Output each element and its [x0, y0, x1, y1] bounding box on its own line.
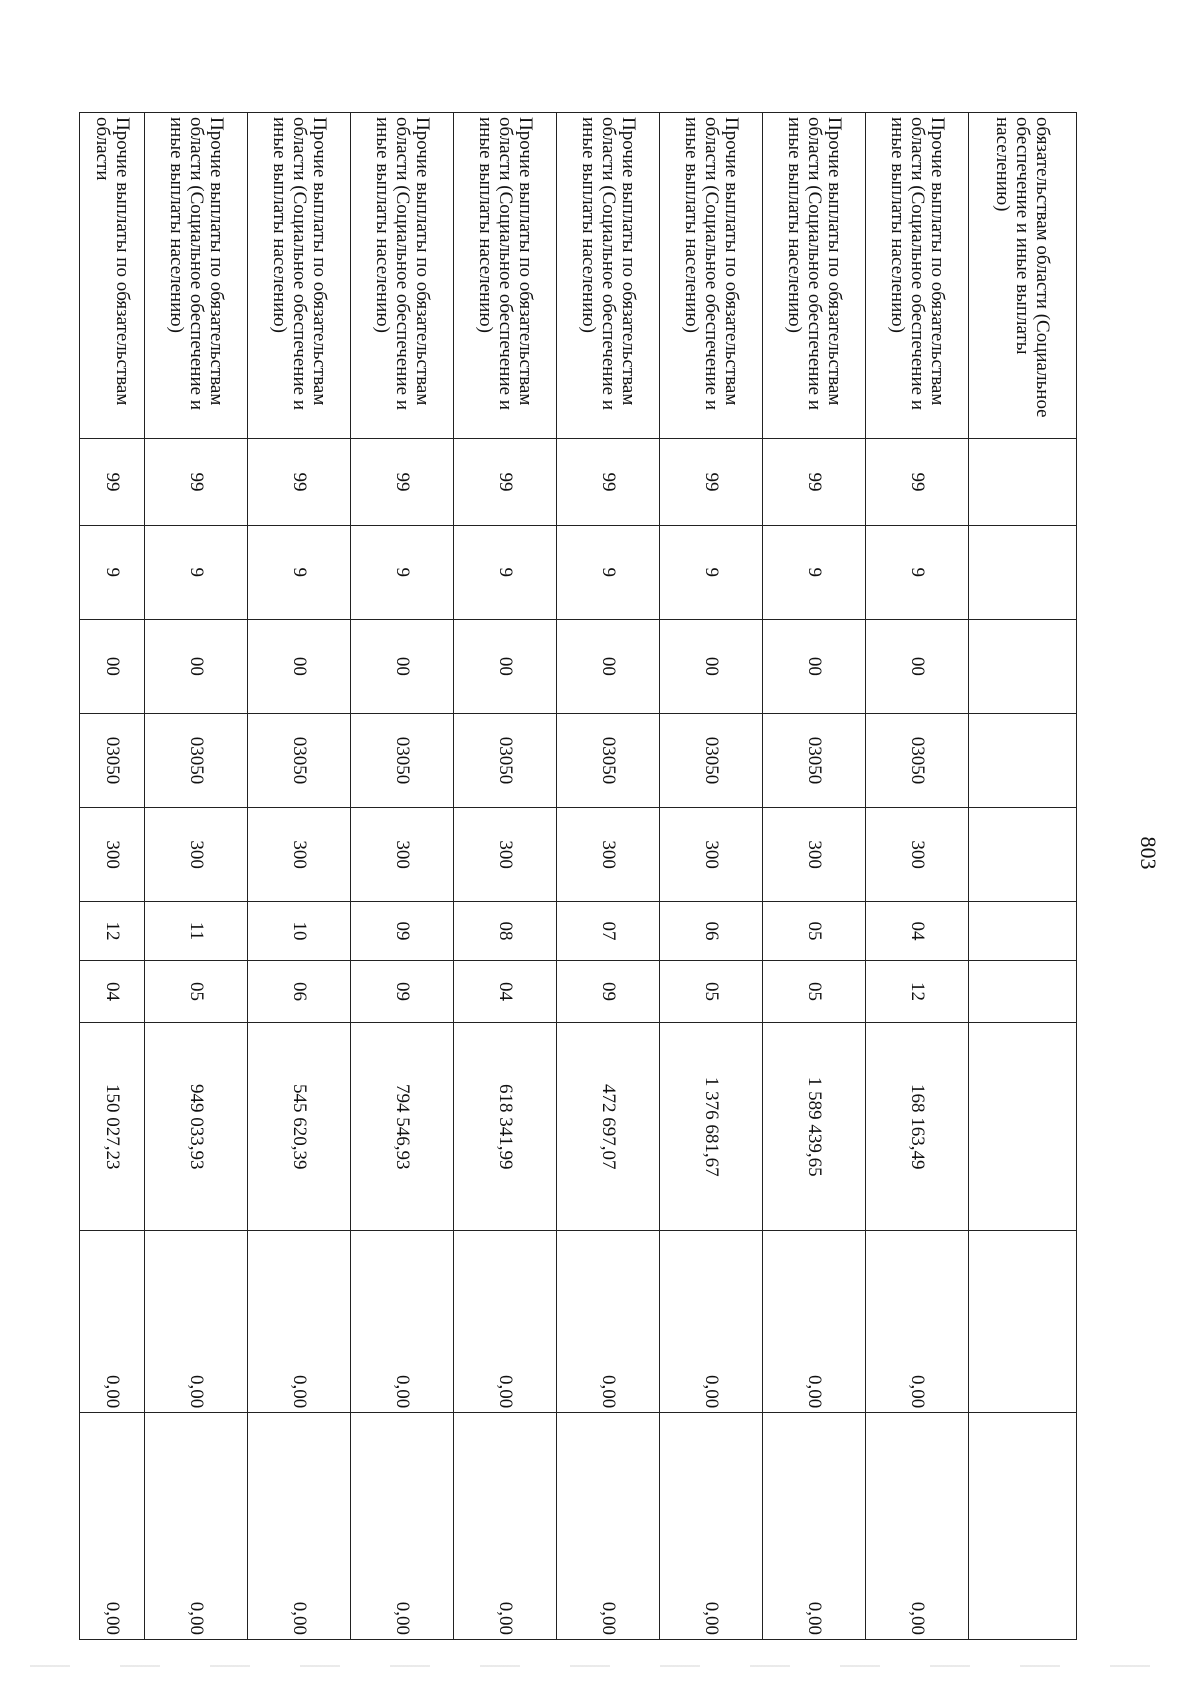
cell-section: 09	[351, 902, 454, 961]
cell-expense-type: 300	[866, 808, 969, 902]
cell-zero-2: 0,00	[763, 1413, 866, 1640]
cell-subsection: 05	[763, 960, 866, 1022]
cell-zero-1: 0,00	[660, 1231, 763, 1413]
cell-target	[969, 713, 1077, 807]
cell-target: 03050	[351, 713, 454, 807]
cell-amount: 168 163,49	[866, 1022, 969, 1231]
cell-subprogram: 9	[80, 525, 145, 619]
cell-group: 00	[557, 619, 660, 713]
cell-program: 99	[80, 439, 145, 526]
table-row	[454, 113, 557, 1640]
cell-zero-1: 0,00	[763, 1231, 866, 1413]
cell-program: 99	[660, 439, 763, 526]
cell-program: 99	[454, 439, 557, 526]
cell-program: 99	[557, 439, 660, 526]
cell-subsection: 09	[351, 960, 454, 1022]
table-row	[557, 113, 660, 1640]
cell-subprogram: 9	[248, 525, 351, 619]
cell-amount: 618 341,99	[454, 1022, 557, 1231]
cell-subprogram: 9	[145, 525, 248, 619]
row-name: Прочие выплаты по обязательствам области (Социальное обеспечение и иные выплаты населению)	[454, 113, 557, 439]
cell-amount: 545 620,39	[248, 1022, 351, 1231]
cell-subsection	[969, 960, 1077, 1022]
cell-subsection: 06	[248, 960, 351, 1022]
cell-zero-2: 0,00	[866, 1413, 969, 1640]
cell-amount: 150 027,23	[80, 1022, 145, 1231]
cell-zero-1: 0,00	[248, 1231, 351, 1413]
cell-section: 04	[866, 902, 969, 961]
cell-subprogram: 9	[557, 525, 660, 619]
cell-zero-1	[969, 1231, 1077, 1413]
table-row	[351, 113, 454, 1640]
cell-subprogram: 9	[866, 525, 969, 619]
cell-expense-type	[969, 808, 1077, 902]
cell-expense-type: 300	[557, 808, 660, 902]
scan-artifact-line	[30, 1665, 1170, 1667]
cell-group: 00	[660, 619, 763, 713]
row-name: Прочие выплаты по обязательствам области (Социальное обеспечение и иные выплаты населению)	[763, 113, 866, 439]
cell-section: 06	[660, 902, 763, 961]
cell-group: 00	[454, 619, 557, 713]
row-name: обязательствам области (Социальное обеспечение и иные выплаты населению)	[969, 113, 1077, 439]
cell-zero-2: 0,00	[248, 1413, 351, 1640]
table-row	[80, 113, 145, 1640]
cell-subsection: 05	[660, 960, 763, 1022]
page-number: 803	[1136, 836, 1161, 870]
table-row	[660, 113, 763, 1640]
cell-program: 99	[866, 439, 969, 526]
cell-expense-type: 300	[660, 808, 763, 902]
cell-section	[969, 902, 1077, 961]
cell-group: 00	[351, 619, 454, 713]
cell-amount: 794 546,93	[351, 1022, 454, 1231]
cell-target: 03050	[454, 713, 557, 807]
table-row	[145, 113, 248, 1640]
cell-target: 03050	[80, 713, 145, 807]
cell-group: 00	[763, 619, 866, 713]
cell-section: 10	[248, 902, 351, 961]
cell-zero-1: 0,00	[866, 1231, 969, 1413]
cell-section: 07	[557, 902, 660, 961]
cell-section: 05	[763, 902, 866, 961]
cell-program: 99	[248, 439, 351, 526]
row-name: Прочие выплаты по обязательствам области (Социальное обеспечение и иные выплаты населению)	[145, 113, 248, 439]
cell-program: 99	[145, 439, 248, 526]
cell-subsection: 12	[866, 960, 969, 1022]
cell-section: 08	[454, 902, 557, 961]
row-name: Прочие выплаты по обязательствам области (Социальное обеспечение и иные выплаты населению)	[351, 113, 454, 439]
budget-table	[79, 112, 1077, 1640]
cell-amount: 472 697,07	[557, 1022, 660, 1231]
cell-target: 03050	[660, 713, 763, 807]
cell-target: 03050	[145, 713, 248, 807]
cell-section: 11	[145, 902, 248, 961]
cell-target: 03050	[557, 713, 660, 807]
cell-subprogram: 9	[763, 525, 866, 619]
row-name: Прочие выплаты по обязательствам области (Социальное обеспечение и иные выплаты населению)	[248, 113, 351, 439]
cell-group: 00	[248, 619, 351, 713]
cell-zero-2: 0,00	[351, 1413, 454, 1640]
cell-program: 99	[763, 439, 866, 526]
cell-group: 00	[866, 619, 969, 713]
cell-subsection: 04	[80, 960, 145, 1022]
cell-subprogram: 9	[351, 525, 454, 619]
cell-target: 03050	[866, 713, 969, 807]
cell-expense-type: 300	[145, 808, 248, 902]
row-name: Прочие выплаты по обязательствам области	[80, 113, 145, 439]
cell-zero-1: 0,00	[80, 1231, 145, 1413]
cell-zero-1: 0,00	[145, 1231, 248, 1413]
cell-zero-2: 0,00	[660, 1413, 763, 1640]
cell-expense-type: 300	[763, 808, 866, 902]
cell-amount: 1 589 439,65	[763, 1022, 866, 1231]
cell-zero-2	[969, 1413, 1077, 1640]
row-name: Прочие выплаты по обязательствам области (Социальное обеспечение и иные выплаты населению)	[660, 113, 763, 439]
cell-group	[969, 619, 1077, 713]
table-row	[763, 113, 866, 1640]
cell-zero-1: 0,00	[557, 1231, 660, 1413]
cell-expense-type: 300	[80, 808, 145, 902]
cell-program: 99	[351, 439, 454, 526]
cell-group: 00	[145, 619, 248, 713]
cell-subsection: 04	[454, 960, 557, 1022]
cell-subprogram	[969, 525, 1077, 619]
cell-subsection: 05	[145, 960, 248, 1022]
cell-expense-type: 300	[351, 808, 454, 902]
cell-target: 03050	[248, 713, 351, 807]
cell-zero-2: 0,00	[80, 1413, 145, 1640]
cell-zero-2: 0,00	[454, 1413, 557, 1640]
cell-subsection: 09	[557, 960, 660, 1022]
table-row	[866, 113, 969, 1640]
cell-expense-type: 300	[248, 808, 351, 902]
cell-amount: 1 376 681,67	[660, 1022, 763, 1231]
cell-zero-2: 0,00	[145, 1413, 248, 1640]
cell-zero-2: 0,00	[557, 1413, 660, 1640]
cell-group: 00	[80, 619, 145, 713]
cell-expense-type: 300	[454, 808, 557, 902]
cell-zero-1: 0,00	[454, 1231, 557, 1413]
table-row	[969, 113, 1077, 1640]
cell-subprogram: 9	[454, 525, 557, 619]
rotated-table-wrapper	[92, 112, 1077, 1640]
row-name: Прочие выплаты по обязательствам области (Социальное обеспечение и иные выплаты населению)	[866, 113, 969, 439]
cell-program	[969, 439, 1077, 526]
cell-subprogram: 9	[660, 525, 763, 619]
cell-amount: 949 033,93	[145, 1022, 248, 1231]
cell-zero-1: 0,00	[351, 1231, 454, 1413]
row-name: Прочие выплаты по обязательствам области (Социальное обеспечение и иные выплаты населению)	[557, 113, 660, 439]
cell-section: 12	[80, 902, 145, 961]
cell-target: 03050	[763, 713, 866, 807]
cell-amount	[969, 1022, 1077, 1231]
table-row	[248, 113, 351, 1640]
